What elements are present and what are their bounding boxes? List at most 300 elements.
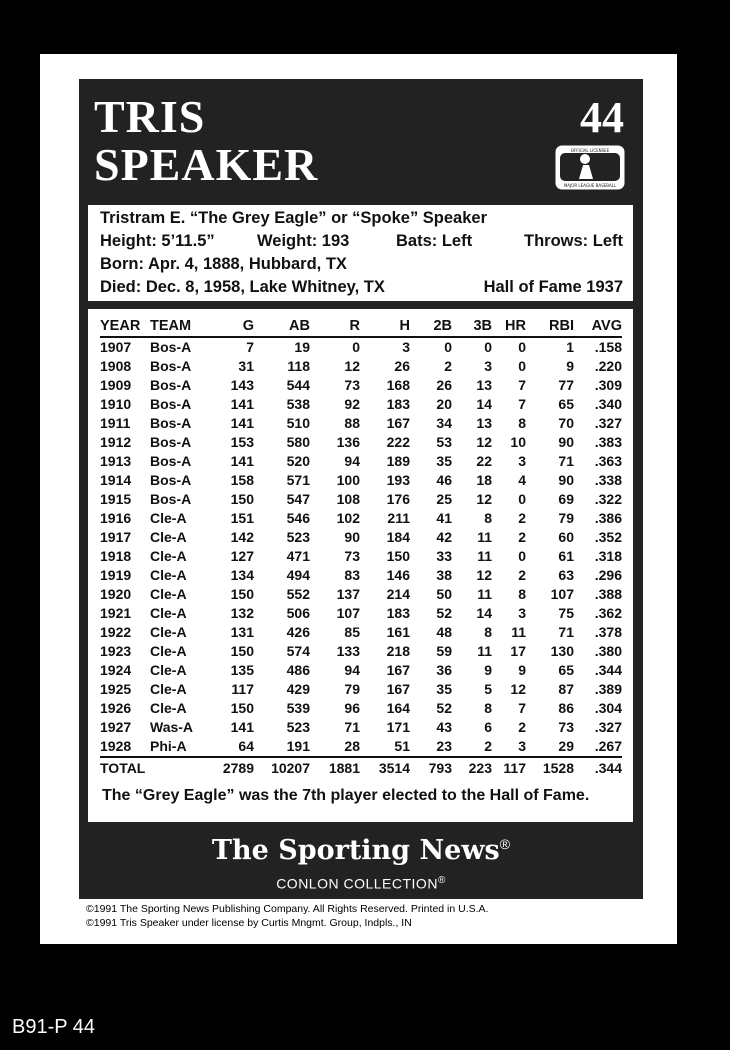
column-header: TEAM <box>150 315 202 337</box>
table-cell: Cle-A <box>150 700 187 716</box>
table-cell: 83 <box>344 567 360 583</box>
bio-born: Born: Apr. 4, 1888, Hubbard, TX <box>100 255 347 273</box>
table-cell: 51 <box>394 738 410 754</box>
table-cell: 79 <box>558 510 574 526</box>
table-row <box>100 680 622 699</box>
legal-line-2: ©1991 Tris Speaker under license by Curtis Mngmt. Group, Indpls., IN <box>86 917 412 929</box>
table-row <box>100 699 622 718</box>
table-cell: 8 <box>484 510 492 526</box>
table-cell: 183 <box>386 605 410 621</box>
table-cell: Bos-A <box>150 491 192 507</box>
table-row <box>100 337 622 357</box>
table-cell: 90 <box>558 434 574 450</box>
table-cell: 193 <box>386 472 410 488</box>
table-cell: 8 <box>484 700 492 716</box>
table-cell: 7 <box>246 339 254 355</box>
table-cell: 1913 <box>100 453 132 469</box>
table-cell: 132 <box>230 605 254 621</box>
table-cell: Bos-A <box>150 377 192 393</box>
table-cell: 8 <box>518 586 526 602</box>
svg-text:OFFICIAL LICENSEE: OFFICIAL LICENSEE <box>570 148 610 153</box>
table-row <box>100 452 622 471</box>
table-cell: 34 <box>436 415 452 431</box>
column-header: 2B <box>410 315 452 337</box>
totals-cell: TOTAL <box>100 757 150 779</box>
brand-name: The Sporting News <box>211 835 500 866</box>
table-cell: 134 <box>230 567 254 583</box>
table-row <box>100 509 622 528</box>
table-cell: Bos-A <box>150 358 192 374</box>
table-cell: 0 <box>484 339 492 355</box>
totals-cell: 793 <box>410 757 452 779</box>
table-row <box>100 737 622 757</box>
table-row <box>100 585 622 604</box>
table-cell: 35 <box>436 681 452 697</box>
table-cell: Cle-A <box>150 662 187 678</box>
table-cell: 43 <box>436 719 452 735</box>
table-cell: 1924 <box>100 662 132 678</box>
table-cell: 1908 <box>100 358 132 374</box>
table-cell: Cle-A <box>150 510 187 526</box>
table-cell: 38 <box>436 567 452 583</box>
table-cell: 143 <box>230 377 254 393</box>
table-cell: 214 <box>386 586 410 602</box>
brand-subtitle-mark: ® <box>437 875 446 886</box>
table-row <box>100 490 622 509</box>
table-cell: .344 <box>594 662 622 678</box>
table-cell: Cle-A <box>150 605 187 621</box>
table-cell: 28 <box>344 738 360 754</box>
column-header: AB <box>254 315 310 337</box>
table-cell: 65 <box>558 396 574 412</box>
table-cell: 61 <box>558 548 574 564</box>
table-cell: .389 <box>594 681 622 697</box>
table-cell: 0 <box>352 339 360 355</box>
table-cell: 59 <box>436 643 452 659</box>
table-cell: 73 <box>344 377 360 393</box>
column-header: RBI <box>526 315 574 337</box>
bio-box <box>88 205 633 301</box>
table-cell: 546 <box>286 510 310 526</box>
table-row <box>100 718 622 737</box>
table-cell: 580 <box>286 434 310 450</box>
table-cell: 96 <box>344 700 360 716</box>
table-cell: 544 <box>286 377 310 393</box>
table-cell: 102 <box>336 510 360 526</box>
table-cell: 1907 <box>100 339 132 355</box>
brand-subtitle <box>79 875 643 892</box>
table-cell: 118 <box>287 358 310 374</box>
table-cell: 136 <box>336 434 360 450</box>
table-cell: 77 <box>558 377 574 393</box>
footnote: The “Grey Eagle” was the 7th player elected to the Hall of Fame. <box>102 787 590 804</box>
table-cell: 426 <box>286 624 310 640</box>
player-first-name: TRIS <box>94 91 206 142</box>
table-cell: 429 <box>286 681 310 697</box>
table-cell: 523 <box>286 529 310 545</box>
table-cell: 19 <box>294 339 310 355</box>
table-cell: 64 <box>238 738 254 754</box>
table-cell: 189 <box>386 453 410 469</box>
table-cell: 1925 <box>100 681 132 697</box>
table-cell: 11 <box>477 529 492 545</box>
table-cell: 523 <box>286 719 310 735</box>
totals-cell: 223 <box>452 757 492 779</box>
column-header: 3B <box>452 315 492 337</box>
table-cell: 133 <box>336 643 360 659</box>
table-cell: 25 <box>436 491 452 507</box>
table-cell: Cle-A <box>150 529 187 545</box>
svg-text:MAJOR LEAGUE BASEBALL: MAJOR LEAGUE BASEBALL <box>563 183 617 188</box>
table-cell: 168 <box>386 377 410 393</box>
table-cell: 71 <box>558 624 574 640</box>
table-cell: 131 <box>230 624 254 640</box>
table-cell: 150 <box>386 548 410 564</box>
table-cell: 7 <box>518 377 526 393</box>
table-cell: 90 <box>344 529 360 545</box>
table-cell: 142 <box>230 529 254 545</box>
table-cell: 17 <box>510 643 526 659</box>
table-cell: 107 <box>550 586 574 602</box>
table-cell: 29 <box>558 738 574 754</box>
table-cell: .158 <box>594 339 622 355</box>
table-cell: 13 <box>476 377 492 393</box>
table-cell: 164 <box>386 700 410 716</box>
table-cell: .304 <box>594 700 622 716</box>
table-cell: 1922 <box>100 624 132 640</box>
table-cell: 71 <box>344 719 360 735</box>
table-cell: 12 <box>476 567 492 583</box>
table-cell: 150 <box>230 700 254 716</box>
table-cell: .327 <box>594 719 622 735</box>
stats-table <box>100 315 622 779</box>
table-cell: 520 <box>286 453 310 469</box>
table-cell: 1914 <box>100 472 132 488</box>
table-cell: .378 <box>594 624 622 640</box>
table-cell: 183 <box>386 396 410 412</box>
table-row <box>100 547 622 566</box>
table-cell: .309 <box>594 377 622 393</box>
table-cell: 161 <box>386 624 410 640</box>
table-cell: 65 <box>558 662 574 678</box>
table-cell: 176 <box>386 491 410 507</box>
totals-cell <box>150 757 202 779</box>
table-cell: .363 <box>594 453 622 469</box>
table-cell: 510 <box>286 415 310 431</box>
table-cell: 5 <box>484 681 492 697</box>
table-cell: 7 <box>518 700 526 716</box>
table-cell: 222 <box>386 434 410 450</box>
table-cell: 11 <box>477 586 492 602</box>
table-cell: 12 <box>476 491 492 507</box>
table-cell: 11 <box>477 643 492 659</box>
brand-registered-mark: ® <box>499 836 511 852</box>
bio-hall-of-fame: Hall of Fame 1937 <box>483 278 623 296</box>
table-cell: 92 <box>344 396 360 412</box>
table-cell: 1910 <box>100 396 132 412</box>
table-cell: 3 <box>484 358 492 374</box>
table-cell: 9 <box>484 662 492 678</box>
table-cell: 100 <box>336 472 360 488</box>
table-cell: Bos-A <box>150 434 192 450</box>
table-cell: 53 <box>436 434 452 450</box>
bio-bats: Bats: Left <box>396 232 473 250</box>
table-cell: .267 <box>594 738 622 754</box>
table-cell: 14 <box>476 396 492 412</box>
table-cell: 0 <box>518 339 526 355</box>
table-cell: Bos-A <box>150 453 192 469</box>
legal-line-1: ©1991 The Sporting News Publishing Company. All Rights Reserved. Printed in U.S.A. <box>86 903 489 915</box>
table-cell: 2 <box>518 719 526 735</box>
table-cell: 184 <box>386 529 410 545</box>
table-cell: 13 <box>476 415 492 431</box>
table-cell: 167 <box>386 662 410 678</box>
bio-died: Died: Dec. 8, 1958, Lake Whitney, TX <box>100 278 385 296</box>
table-cell: 141 <box>230 719 254 735</box>
table-cell: 9 <box>518 662 526 678</box>
totals-cell: 2789 <box>202 757 254 779</box>
table-cell: 79 <box>344 681 360 697</box>
table-cell: 20 <box>436 396 452 412</box>
table-cell: 151 <box>230 510 254 526</box>
bio-weight: Weight: 193 <box>257 232 350 250</box>
table-cell: 1915 <box>100 491 132 507</box>
table-cell: 71 <box>558 453 574 469</box>
table-cell: 10 <box>510 434 526 450</box>
table-cell: .362 <box>594 605 622 621</box>
bio-measurements <box>100 232 623 252</box>
table-cell: Cle-A <box>150 586 187 602</box>
table-cell: 471 <box>286 548 310 564</box>
table-cell: 69 <box>558 491 574 507</box>
table-cell: 52 <box>436 700 452 716</box>
table-cell: 506 <box>286 605 310 621</box>
table-cell: 7 <box>518 396 526 412</box>
table-cell: 171 <box>386 719 410 735</box>
table-row <box>100 642 622 661</box>
table-cell: 33 <box>436 548 452 564</box>
table-cell: 26 <box>436 377 452 393</box>
table-cell: 141 <box>230 415 254 431</box>
bio-throws: Throws: Left <box>524 232 623 250</box>
column-header: H <box>360 315 410 337</box>
table-cell: 571 <box>286 472 310 488</box>
table-cell: 94 <box>344 453 360 469</box>
table-cell: 1916 <box>100 510 132 526</box>
totals-cell: 10207 <box>254 757 310 779</box>
table-row <box>100 471 622 490</box>
brand-subtitle-text: CONLON COLLECTION <box>276 875 438 892</box>
table-cell: 1909 <box>100 377 132 393</box>
stats-header-row <box>100 315 622 337</box>
bio-died-row <box>100 278 623 298</box>
table-cell: 3 <box>402 339 410 355</box>
table-cell: 90 <box>558 472 574 488</box>
table-cell: 167 <box>386 681 410 697</box>
table-cell: 2 <box>518 529 526 545</box>
table-cell: Bos-A <box>150 339 192 355</box>
table-cell: 1 <box>566 339 574 355</box>
table-cell: 141 <box>230 453 254 469</box>
table-cell: 0 <box>444 339 452 355</box>
table-cell: 1923 <box>100 643 132 659</box>
table-cell: 87 <box>558 681 574 697</box>
table-cell: 35 <box>436 453 452 469</box>
table-cell: 158 <box>230 472 254 488</box>
table-cell: 48 <box>436 624 452 640</box>
column-header: G <box>202 315 254 337</box>
table-cell: 12 <box>344 358 360 374</box>
table-cell: 86 <box>558 700 574 716</box>
table-cell: 1926 <box>100 700 132 716</box>
table-cell: 1918 <box>100 548 132 564</box>
table-cell: 63 <box>558 567 574 583</box>
mlb-logo-icon <box>555 145 625 190</box>
table-cell: .327 <box>594 415 622 431</box>
table-cell: 539 <box>286 700 310 716</box>
table-cell: 1917 <box>100 529 132 545</box>
table-row <box>100 433 622 452</box>
table-row <box>100 395 622 414</box>
table-cell: .318 <box>594 548 622 564</box>
table-cell: 130 <box>550 643 574 659</box>
table-cell: 2 <box>444 358 452 374</box>
table-cell: 26 <box>394 358 410 374</box>
table-row <box>100 566 622 585</box>
totals-row <box>100 757 622 779</box>
table-cell: 52 <box>436 605 452 621</box>
table-row <box>100 661 622 680</box>
table-cell: 22 <box>476 453 492 469</box>
table-row <box>100 357 622 376</box>
bio-height: Height: 5’11.5” <box>100 232 215 250</box>
table-cell: 1928 <box>100 738 132 754</box>
table-row <box>100 414 622 433</box>
column-header: AVG <box>574 315 622 337</box>
table-cell: .338 <box>594 472 622 488</box>
table-cell: 88 <box>344 415 360 431</box>
table-cell: 46 <box>436 472 452 488</box>
bio-full-name: Tristram E. “The Grey Eagle” or “Spoke” Speaker <box>100 209 487 227</box>
table-cell: 75 <box>558 605 574 621</box>
totals-cell: 1528 <box>526 757 574 779</box>
totals-cell: 1881 <box>310 757 360 779</box>
table-cell: 1911 <box>100 415 131 431</box>
table-cell: 153 <box>230 434 254 450</box>
table-cell: 8 <box>484 624 492 640</box>
table-cell: 3 <box>518 605 526 621</box>
table-cell: .340 <box>594 396 622 412</box>
table-cell: 1921 <box>100 605 132 621</box>
table-cell: .380 <box>594 643 622 659</box>
table-cell: 73 <box>344 548 360 564</box>
table-cell: 3 <box>518 453 526 469</box>
table-cell: 8 <box>518 415 526 431</box>
table-cell: 3 <box>518 738 526 754</box>
table-cell: 11 <box>477 548 492 564</box>
player-last-name: SPEAKER <box>94 139 319 190</box>
table-cell: 18 <box>476 472 492 488</box>
table-cell: .383 <box>594 434 622 450</box>
table-cell: 50 <box>436 586 452 602</box>
table-cell: Bos-A <box>150 472 192 488</box>
table-cell: 85 <box>344 624 360 640</box>
table-cell: Cle-A <box>150 624 187 640</box>
table-cell: Cle-A <box>150 567 187 583</box>
table-cell: Bos-A <box>150 415 192 431</box>
table-cell: Cle-A <box>150 681 187 697</box>
table-cell: 1920 <box>100 586 132 602</box>
table-cell: 494 <box>286 567 310 583</box>
table-cell: 538 <box>286 396 310 412</box>
table-cell: 11 <box>511 624 526 640</box>
column-header: HR <box>492 315 526 337</box>
table-cell: 2 <box>518 567 526 583</box>
brand-logo <box>79 835 643 866</box>
table-cell: 150 <box>230 643 254 659</box>
table-cell: 150 <box>230 491 254 507</box>
table-cell: 41 <box>436 510 452 526</box>
totals-cell: 3514 <box>360 757 410 779</box>
table-cell: .388 <box>594 586 622 602</box>
table-cell: 218 <box>386 643 410 659</box>
totals-cell: 117 <box>492 757 526 779</box>
table-cell: 1927 <box>100 719 132 735</box>
table-row <box>100 604 622 623</box>
table-cell: 12 <box>510 681 526 697</box>
table-cell: 31 <box>238 358 254 374</box>
table-cell: 9 <box>566 358 574 374</box>
table-cell: .296 <box>594 567 622 583</box>
table-cell: Phi-A <box>150 738 187 754</box>
table-cell: 486 <box>286 662 310 678</box>
table-cell: 6 <box>484 719 492 735</box>
table-cell: 0 <box>518 358 526 374</box>
listing-code: B91-P 44 <box>12 1016 96 1038</box>
table-cell: .386 <box>594 510 622 526</box>
table-cell: 574 <box>286 643 310 659</box>
table-row <box>100 623 622 642</box>
table-cell: Bos-A <box>150 396 192 412</box>
table-row <box>100 528 622 547</box>
table-row <box>100 376 622 395</box>
table-cell: 108 <box>336 491 360 507</box>
column-header: R <box>310 315 360 337</box>
table-cell: Was-A <box>150 719 194 735</box>
table-cell: 141 <box>230 396 254 412</box>
table-cell: 12 <box>476 434 492 450</box>
table-cell: 547 <box>286 491 310 507</box>
table-cell: 150 <box>230 586 254 602</box>
totals-cell: .344 <box>574 757 622 779</box>
table-cell: 70 <box>558 415 574 431</box>
table-cell: 211 <box>387 510 410 526</box>
table-cell: 60 <box>558 529 574 545</box>
table-cell: 73 <box>558 719 574 735</box>
table-cell: 191 <box>286 738 310 754</box>
table-cell: 135 <box>230 662 254 678</box>
table-cell: 2 <box>518 510 526 526</box>
table-cell: .322 <box>594 491 622 507</box>
table-cell: Cle-A <box>150 643 187 659</box>
stats-box <box>88 309 633 822</box>
table-cell: 146 <box>386 567 410 583</box>
table-cell: 127 <box>230 548 254 564</box>
table-cell: 0 <box>518 548 526 564</box>
table-cell: 1919 <box>100 567 132 583</box>
column-header: YEAR <box>100 315 150 337</box>
table-cell: 107 <box>336 605 360 621</box>
